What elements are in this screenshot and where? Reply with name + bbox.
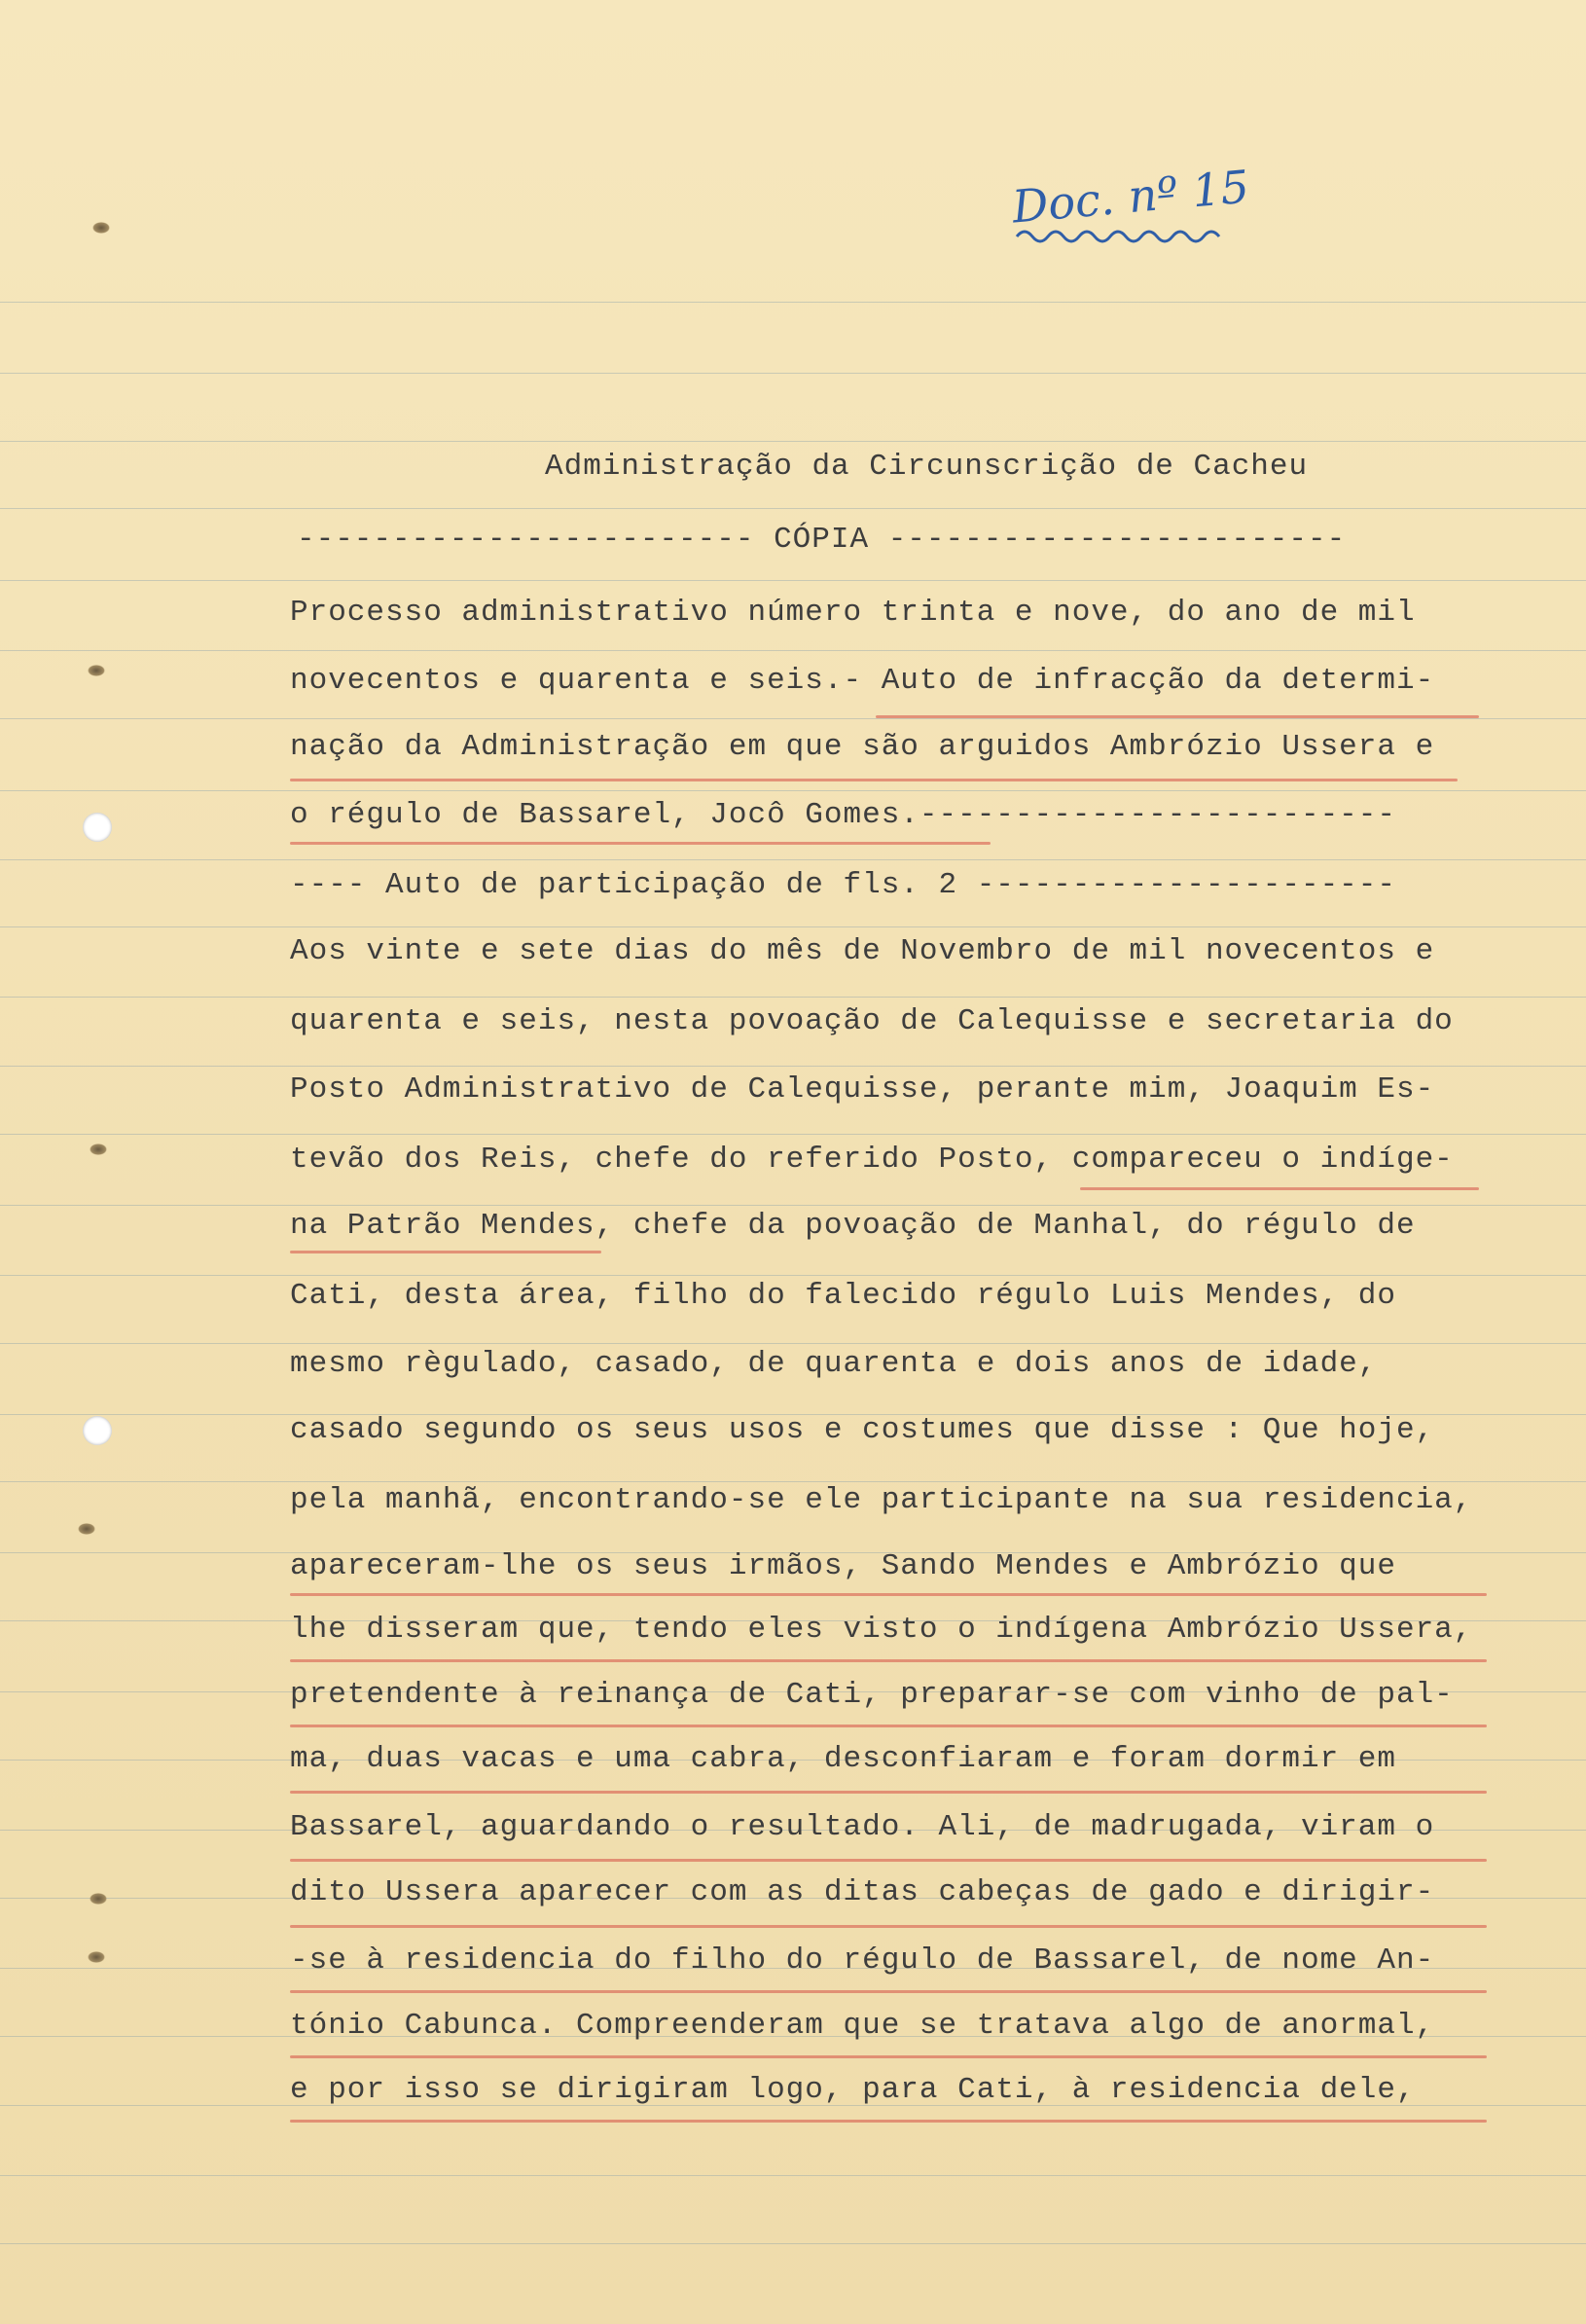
body-line: apareceram-lhe os seus irmãos, Sando Mendes e Ambrózio que [290, 1549, 1396, 1583]
paper-speck [78, 1523, 95, 1535]
body-line: o régulo de Bassarel, Jocô Gomes.------------------------- [290, 798, 1396, 832]
red-underline [1080, 1187, 1479, 1190]
body-line: quarenta e seis, nesta povoação de Calequisse e secretaria do [290, 1004, 1454, 1038]
body-line: dito Ussera aparecer com as ditas cabeças de gado e dirigir- [290, 1875, 1435, 1909]
body-line: lhe disseram que, tendo eles visto o indígena Ambrózio Ussera, [290, 1613, 1473, 1647]
handwritten-underline-squiggle [1012, 219, 1236, 248]
body-line: Posto Administrativo de Calequisse, perante mim, Joaquim Es- [290, 1072, 1435, 1107]
document-heading: Administração da Circunscrição de Cacheu [545, 450, 1309, 484]
body-line: nação da Administração em que são arguidos Ambrózio Ussera e [290, 730, 1435, 764]
copy-separator: ------------------------ CÓPIA ------------------------ [297, 523, 1347, 557]
red-underline [290, 1251, 601, 1253]
body-line: Cati, desta área, filho do falecido régulo Luis Mendes, do [290, 1279, 1396, 1313]
body-line: Bassarel, aguardando o resultado. Ali, de madrugada, viram o [290, 1810, 1435, 1844]
paper-speck [90, 1893, 107, 1905]
paper-speck [90, 1144, 107, 1155]
punch-hole [83, 813, 112, 842]
paper-speck [88, 665, 105, 676]
body-line: Processo administrativo número trinta e nove, do ano de mil [290, 596, 1416, 630]
red-underline [290, 1791, 1487, 1794]
body-line: novecentos e quarenta e seis.- Auto de infracção da determi- [290, 664, 1435, 698]
body-line: ---- Auto de participação de fls. 2 ---------------------- [290, 868, 1396, 902]
body-line: ma, duas vacas e uma cabra, desconfiaram e foram dormir em [290, 1742, 1396, 1776]
red-underline [876, 715, 1479, 718]
body-line: -se à residencia do filho do régulo de Bassarel, de nome An- [290, 1943, 1435, 1978]
body-line: mesmo règulado, casado, de quarenta e dois anos de idade, [290, 1347, 1378, 1381]
red-underline [290, 842, 991, 845]
body-line: tónio Cabunca. Compreenderam que se tratava algo de anormal, [290, 2009, 1435, 2043]
body-line: pretendente à reinança de Cati, preparar-se com vinho de pal- [290, 1678, 1454, 1712]
body-line: casado segundo os seus usos e costumes que disse : Que hoje, [290, 1413, 1435, 1447]
body-line: Aos vinte e sete dias do mês de Novembro de mil novecentos e [290, 934, 1435, 968]
red-underline [290, 1725, 1487, 1727]
body-line: pela manhã, encontrando-se ele participante na sua residencia, [290, 1483, 1473, 1517]
red-underline [290, 1593, 1487, 1596]
red-underline [290, 1859, 1487, 1862]
body-line: e por isso se dirigiram logo, para Cati, à residencia dele, [290, 2073, 1416, 2107]
red-underline [290, 2120, 1487, 2123]
red-underline [290, 2055, 1487, 2058]
paper-speck [88, 1951, 105, 1963]
paper-speck [92, 222, 110, 234]
body-line: na Patrão Mendes, chefe da povoação de Manhal, do régulo de [290, 1209, 1416, 1243]
red-underline [290, 1659, 1487, 1662]
punch-hole [83, 1416, 112, 1445]
red-underline [290, 1990, 1487, 1993]
body-line: tevão dos Reis, chefe do referido Posto, compareceu o indíge- [290, 1143, 1454, 1177]
red-underline [290, 779, 1458, 781]
red-underline [290, 1925, 1487, 1928]
handwritten-doc-number: Doc. nº 15 [1010, 160, 1251, 234]
